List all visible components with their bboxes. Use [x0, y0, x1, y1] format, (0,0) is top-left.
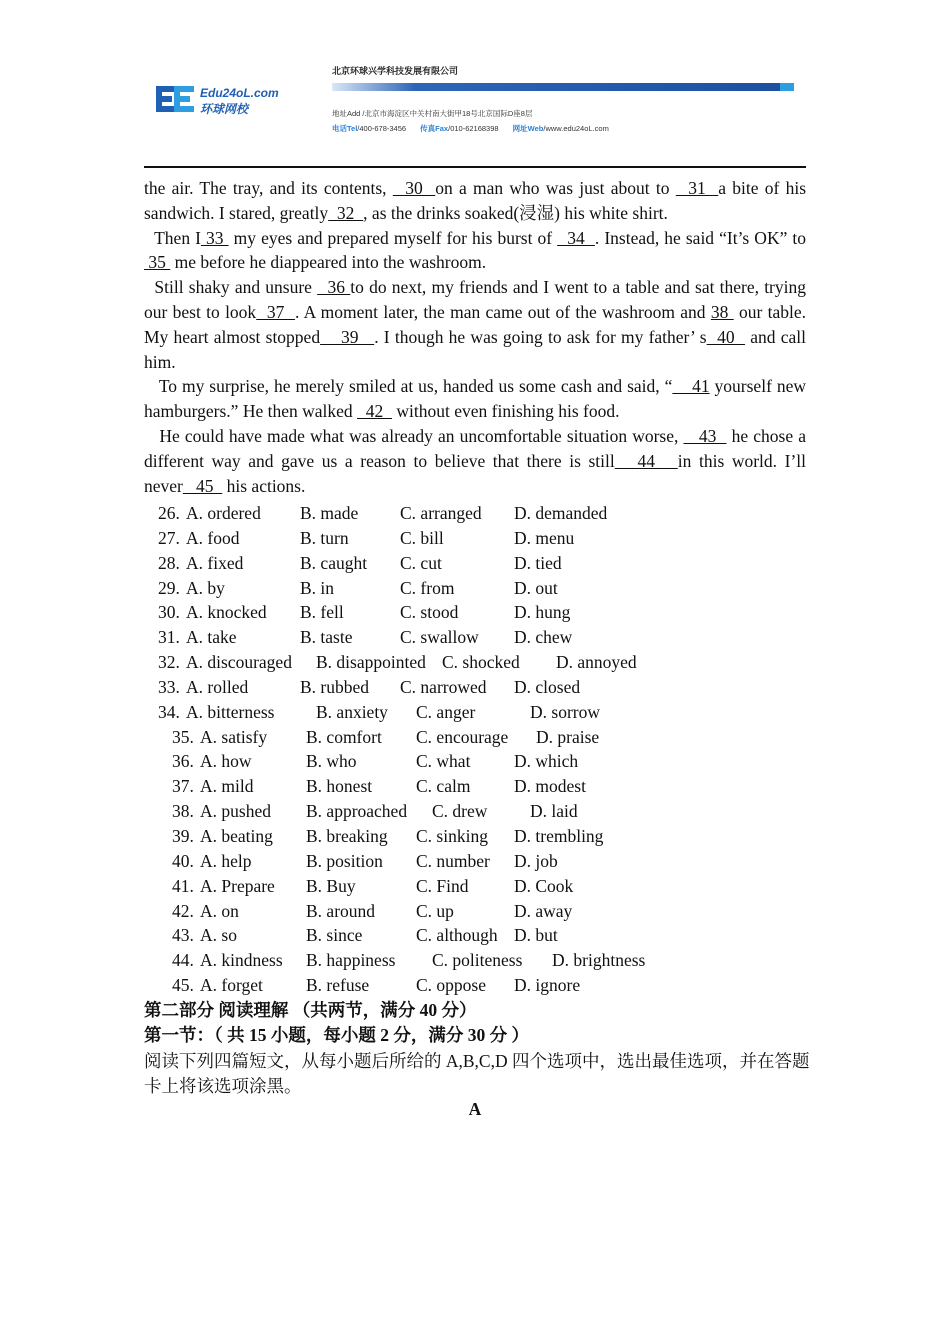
question-number: 37.	[172, 776, 194, 797]
question-number: 26.	[158, 503, 180, 523]
question-number: 39.	[172, 825, 194, 846]
option-d: D. Cook	[514, 875, 574, 896]
logo-text-school: 环球网校	[200, 102, 249, 116]
option-b: B. taste	[300, 627, 353, 648]
option-b: B. made	[300, 503, 359, 523]
option-b: B. fell	[300, 602, 344, 623]
option-d: D. job	[514, 850, 558, 871]
passage-paragraph: Then I 33 my eyes and prepared myself for his burst of 34 . Instead, he said “It’s OK” to 35 me before he diappeared into the washroom.	[144, 227, 807, 273]
question-number: 34.	[158, 701, 180, 722]
passage-paragraph: He could have made what was already an uncomfortable situation worse, 43 he chose a different way and gave us a reason to believe that there is still 44 in this world. I’ll never 45 his actions.	[144, 425, 807, 496]
blank: 45	[182, 475, 223, 496]
option-d: D. chew	[514, 627, 573, 648]
option-d: D. away	[514, 900, 573, 921]
option-a: A. bitterness	[186, 701, 275, 722]
option-b: B. refuse	[306, 975, 370, 996]
blank: 36	[317, 277, 351, 298]
logo	[156, 82, 286, 118]
option-b: B. disappointed	[316, 652, 426, 673]
blank: 38	[710, 301, 734, 322]
option-c: C. sinking	[416, 825, 488, 846]
option-c: C. anger	[416, 701, 476, 722]
cloze-passage	[144, 176, 806, 498]
question-row	[144, 625, 756, 650]
option-c: C. oppose	[416, 975, 486, 996]
question-row	[144, 700, 756, 725]
question-number: 33.	[158, 676, 180, 697]
option-a: A. so	[200, 925, 237, 946]
option-a: A. take	[186, 627, 237, 648]
blank: 44	[614, 450, 678, 471]
option-a: A. Prepare	[200, 875, 275, 896]
passage-paragraph: the air. The tray, and its contents, 30 on a man who was just about to 31 a bite of his sandwich. I stared, greatly 32 , as the drinks soaked(浸湿) his white shirt.	[144, 178, 807, 223]
option-d: D. menu	[514, 527, 575, 548]
passage-label: A	[468, 1099, 482, 1119]
tel	[332, 124, 406, 133]
option-d: D. ignore	[514, 975, 581, 996]
company-address: 地址Add /北京市海淀区中关村南大街甲18号北京国际D座8层	[332, 109, 533, 118]
option-d: D. out	[514, 577, 558, 598]
blank: 33	[200, 227, 229, 248]
option-c: C. bill	[400, 527, 444, 548]
option-d: D. sorrow	[530, 701, 600, 722]
option-a: A. beating	[200, 825, 273, 846]
option-b: B. position	[306, 850, 383, 871]
option-b: B. anxiety	[316, 701, 388, 722]
option-c: C. number	[416, 850, 490, 871]
fax-label: 传真Fax	[420, 124, 449, 133]
header-divider	[144, 166, 806, 168]
option-b: B. breaking	[306, 825, 388, 846]
question-row	[144, 551, 756, 576]
option-a: A. knocked	[186, 602, 267, 623]
option-c: C. calm	[416, 776, 471, 797]
question-number: 32.	[158, 652, 180, 673]
blank: 32	[328, 202, 364, 223]
fax	[420, 124, 498, 133]
blank: 41	[672, 376, 710, 397]
blank: 35	[144, 252, 171, 273]
web	[513, 124, 609, 133]
option-b: B. comfort	[306, 726, 382, 747]
option-d: D. closed	[514, 676, 581, 697]
option-a: A. forget	[200, 975, 263, 996]
option-d: D. which	[514, 751, 579, 772]
option-a: A. by	[186, 577, 225, 598]
passage-paragraph: To my surprise, he merely smiled at us, handed us some cash and said, “ 41 yourself new hamburgers.” He then walked 42 without even finishing his food.	[144, 376, 806, 422]
option-b: B. in	[300, 577, 335, 598]
option-c: C. although	[416, 925, 498, 946]
option-a: A. pushed	[200, 801, 271, 822]
option-d: D. tied	[514, 552, 562, 573]
option-b: B. approached	[306, 801, 408, 822]
option-d: D. trembling	[514, 825, 604, 846]
blank: 43	[683, 425, 727, 446]
option-c: C. cut	[400, 552, 442, 573]
blank: 39	[320, 326, 375, 347]
option-a: A. discouraged	[186, 652, 292, 673]
question-row	[144, 849, 756, 874]
option-b: B. Buy	[306, 875, 356, 896]
option-c: C. arranged	[400, 503, 482, 523]
question-row	[144, 899, 756, 924]
cloze-options	[144, 501, 756, 998]
web-label: 网址Web	[512, 124, 544, 133]
question-row	[144, 774, 756, 799]
question-row	[144, 725, 756, 750]
question-row	[144, 576, 756, 601]
option-a: A. help	[200, 850, 252, 871]
edu24ol-logo-icon	[156, 82, 198, 116]
option-b: B. honest	[306, 776, 373, 797]
option-a: A. kindness	[200, 950, 283, 971]
option-d: D. laid	[530, 801, 578, 822]
option-d: D. but	[514, 925, 558, 946]
question-row	[144, 874, 756, 899]
question-number: 42.	[172, 900, 194, 921]
question-row	[144, 600, 756, 625]
question-number: 29.	[158, 577, 180, 598]
option-a: A. ordered	[186, 503, 261, 523]
question-row	[144, 923, 756, 948]
option-b: B. caught	[300, 552, 368, 573]
option-a: A. rolled	[186, 676, 249, 697]
header-bar	[332, 83, 794, 91]
question-row	[144, 675, 756, 700]
option-d: D. hung	[514, 602, 571, 623]
question-number: 40.	[172, 850, 194, 871]
question-number: 35.	[172, 726, 194, 747]
question-row	[144, 749, 756, 774]
question-number: 44.	[172, 950, 194, 971]
question-row	[144, 948, 756, 973]
option-a: A. on	[200, 900, 239, 921]
question-number: 38.	[172, 801, 194, 822]
option-b: B. around	[306, 900, 376, 921]
option-c: C. narrowed	[400, 676, 487, 697]
option-c: C. swallow	[400, 627, 479, 648]
option-c: C. what	[416, 751, 471, 772]
blank: 31	[675, 178, 719, 198]
web-value: /www.edu24oL.com	[543, 124, 609, 133]
question-number: 36.	[172, 751, 194, 772]
option-d: D. demanded	[514, 503, 608, 523]
blank: 30	[392, 178, 436, 198]
option-d: D. modest	[514, 776, 586, 797]
question-number: 45.	[172, 975, 194, 996]
option-c: C. Find	[416, 875, 469, 896]
option-c: C. stood	[400, 602, 459, 623]
question-row	[144, 824, 756, 849]
question-row	[144, 799, 756, 824]
option-a: A. satisfy	[200, 726, 268, 747]
option-c: C. from	[400, 577, 455, 598]
company-contact	[332, 123, 621, 134]
option-c: C. politeness	[432, 950, 523, 971]
option-c: C. up	[416, 900, 454, 921]
option-b: B. turn	[300, 527, 349, 548]
option-a: A. how	[200, 751, 252, 772]
header-bar-end	[780, 83, 794, 91]
question-row	[144, 526, 756, 551]
part2-title: 第二部分 阅读理解 （共两节，满分 40 分）	[144, 1000, 477, 1020]
question-row	[144, 973, 756, 998]
question-number: 31.	[158, 627, 180, 648]
question-number: 27.	[158, 527, 180, 548]
logo-text-site: Edu24oL.com	[200, 86, 279, 100]
question-number: 41.	[172, 875, 194, 896]
option-c: C. shocked	[442, 652, 520, 673]
fax-value: /010-62168398	[448, 124, 499, 133]
option-d: D. brightness	[552, 950, 646, 971]
option-c: C. drew	[432, 801, 488, 822]
option-a: A. food	[186, 527, 240, 548]
blank: 42	[357, 401, 393, 422]
option-b: B. happiness	[306, 950, 396, 971]
section1-title: 第一节：（ 共 15 小题，每小题 2 分，满分 30 分 ）	[144, 1025, 529, 1045]
option-b: B. since	[306, 925, 363, 946]
option-a: A. fixed	[186, 552, 244, 573]
question-row	[144, 501, 756, 526]
option-c: C. encourage	[416, 726, 509, 747]
question-number: 28.	[158, 552, 180, 573]
option-b: B. rubbed	[300, 676, 370, 697]
option-b: B. who	[306, 751, 357, 772]
reading-instruction: 阅读下列四篇短文，从每小题后所给的 A,B,C,D 四个选项中，选出最佳选项，并在答题卡上将该选项涂黑。	[144, 1051, 810, 1096]
blank: 40	[706, 326, 746, 347]
tel-value: /400-678-3456	[357, 124, 407, 133]
blank: 37	[256, 301, 295, 322]
passage-paragraph: Still shaky and unsure 36 to do next, my friends and I went to a table and sat there, trying our best to look 37 . A moment later, the man came out of the washroom and 38 our table. My heart almost stopped 39 . I though he was going to ask for my father’ s 40 and call him.	[144, 277, 807, 372]
company-name: 北京环球兴学科技发展有限公司	[332, 66, 459, 76]
question-row	[144, 650, 756, 675]
option-a: A. mild	[200, 776, 254, 797]
option-d: D. praise	[536, 726, 600, 747]
tel-label: 电话Tel	[332, 124, 358, 133]
question-number: 30.	[158, 602, 180, 623]
option-d: D. annoyed	[556, 652, 637, 673]
question-number: 43.	[172, 925, 194, 946]
blank: 34	[557, 227, 595, 248]
